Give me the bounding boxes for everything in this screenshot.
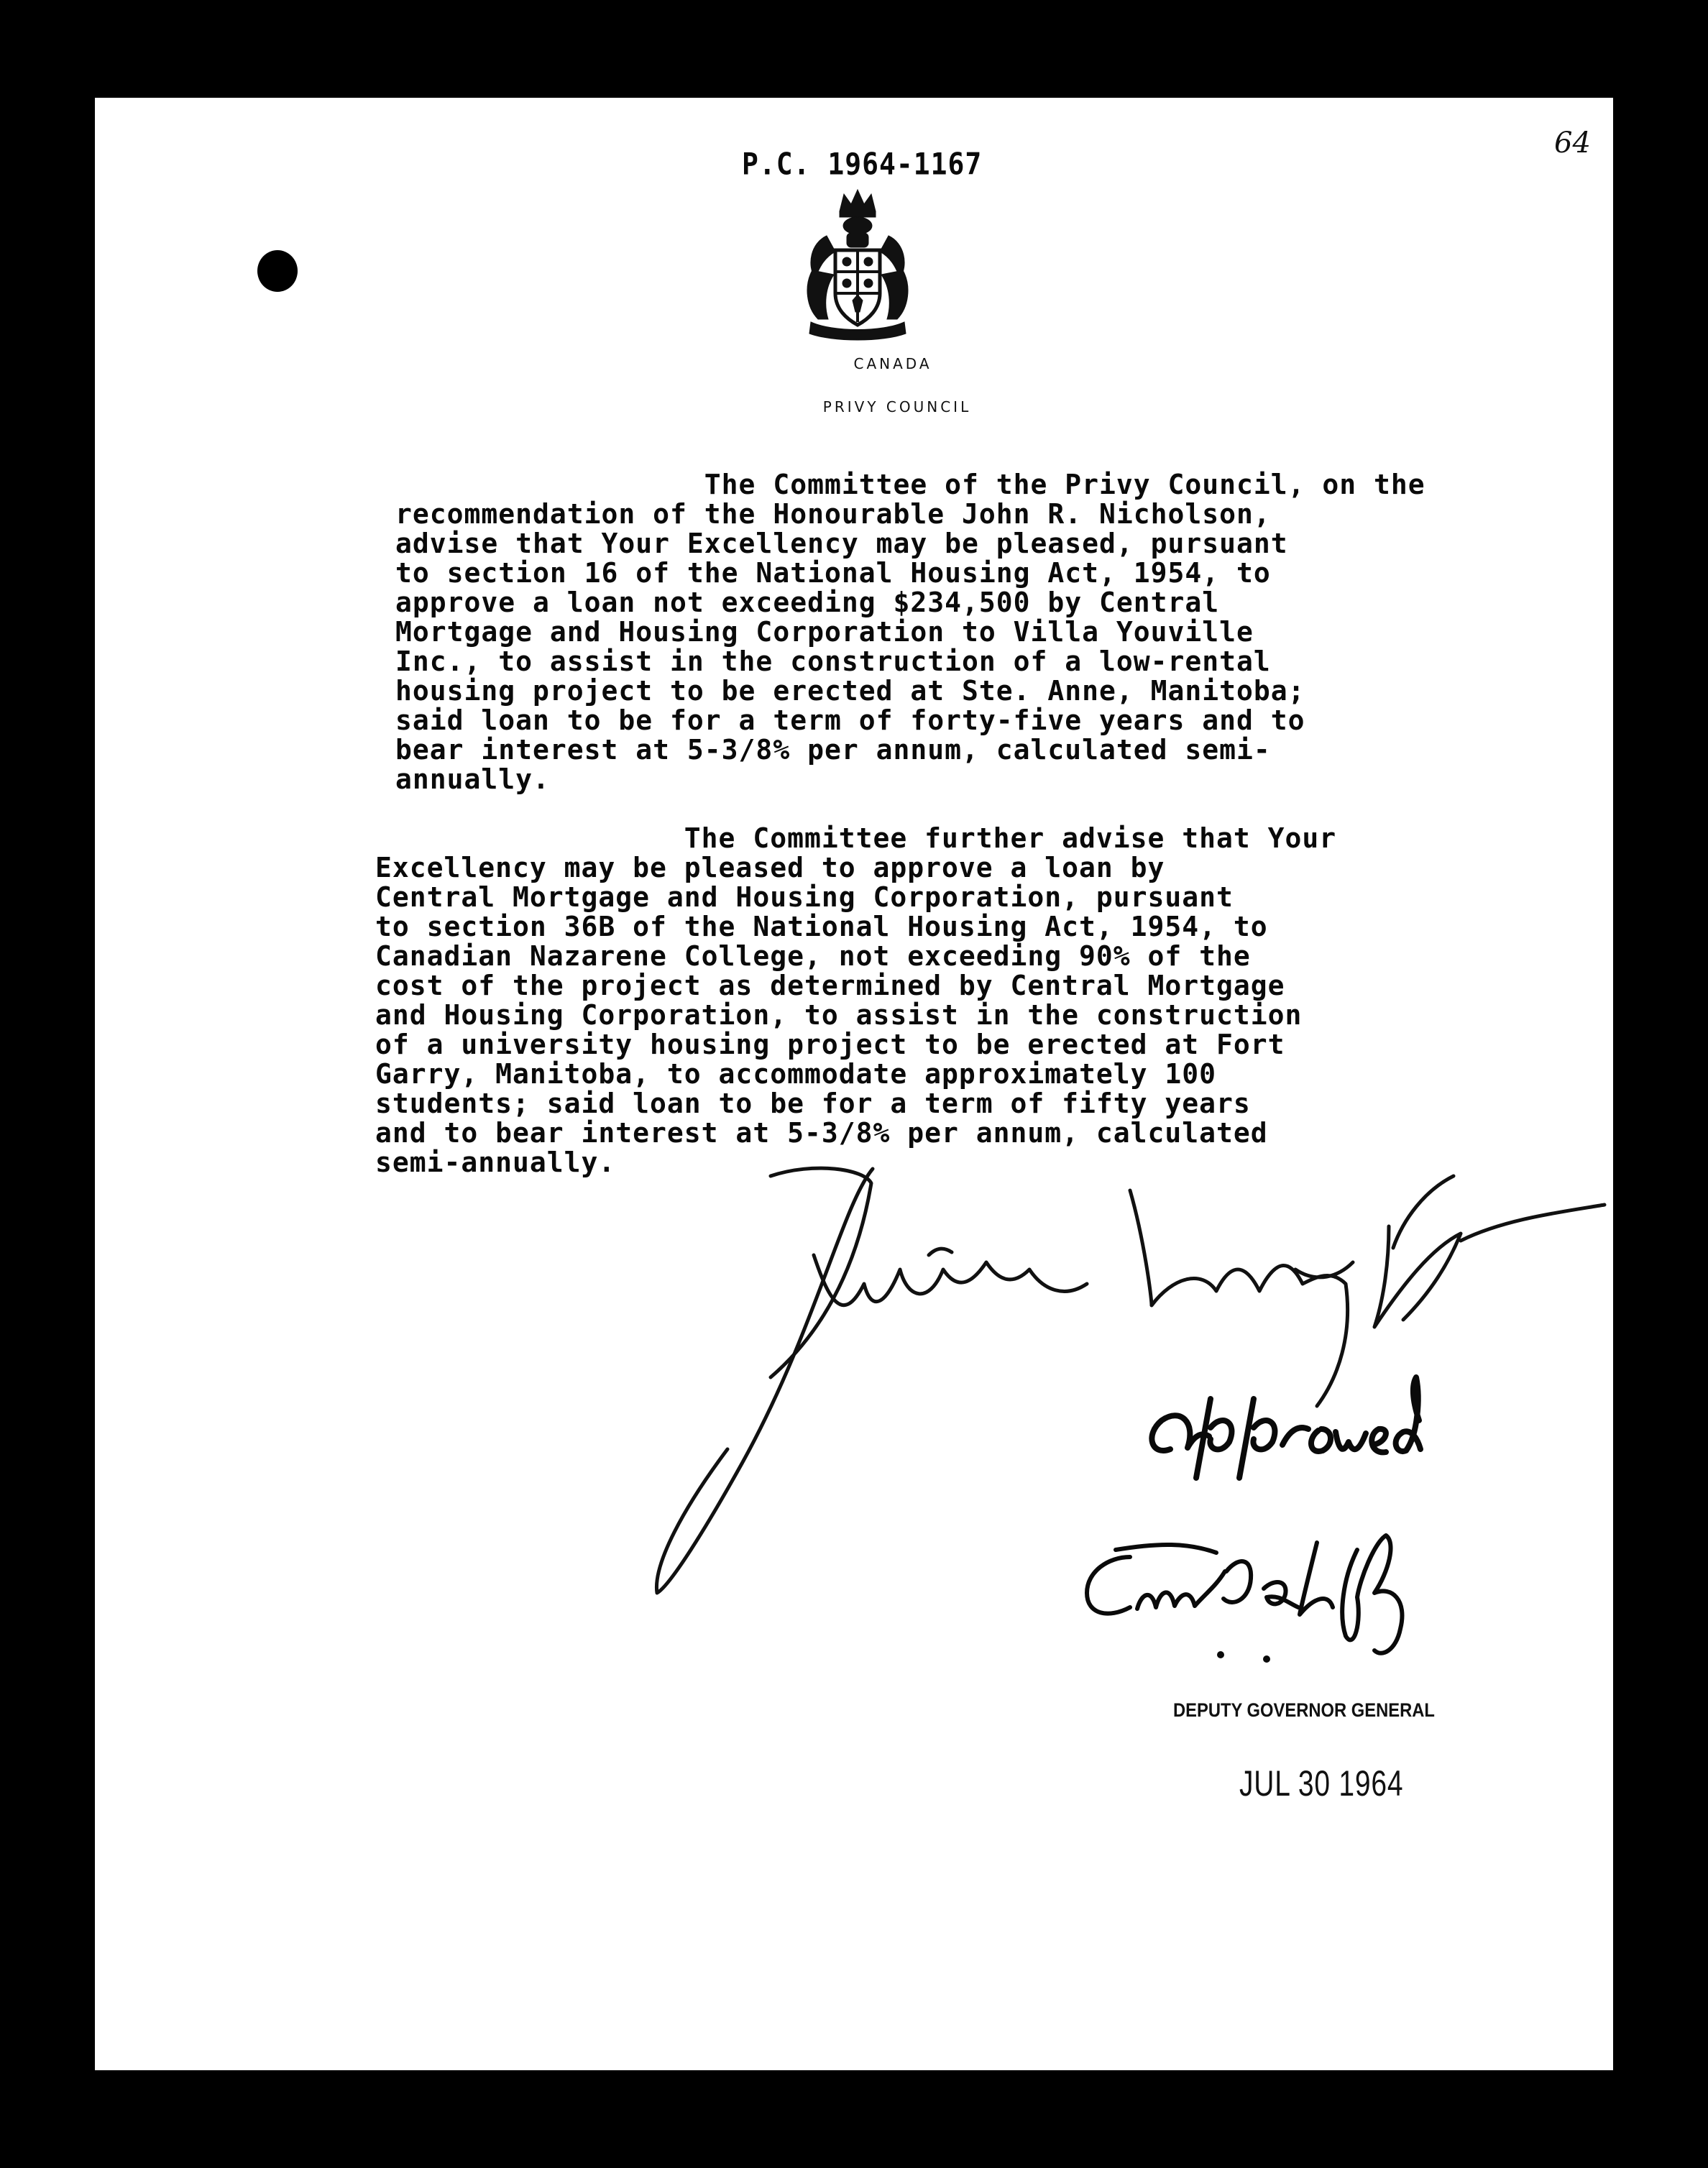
signatory-title: DEPUTY GOVERNOR GENERAL (1173, 1699, 1435, 1721)
page-number-mark: 64 (1554, 127, 1591, 160)
document-page (95, 98, 1613, 2070)
date-stamp: JUL 30 1964 (1239, 1763, 1404, 1804)
order-reference-number: P.C. 1964-1167 (742, 147, 983, 182)
paragraph-1: The Committee of the Privy Council, on the recommendation of the Honourable John R. Nicholson, advise that Your Excellency may be pleased, pursuant to section 16 of the National Housing Act, 1954, to approve a loan not exceeding $234,500 by Central Mortgage and Housing Corporation to Villa Youville Inc., to assist in the construction of a low-rental housing project to be erected at Ste. Anne, Manitoba; said loan to be for a term of forty-five years and to bear interest at 5-3/8% per annum, calculated semi- annually. (395, 469, 1425, 795)
handwritten-approval-note (1130, 1370, 1432, 1492)
country-label: CANADA (853, 355, 932, 372)
punch-hole (257, 250, 298, 292)
paragraph-2: The Committee further advise that Your Excellency may be pleased to approve a loan by Central Mortgage and Housing Corporation, pursuant to section 36B of the National Housing Act, 1954, to Canadian Nazarene College, not exceeding 90% of the cost of the project as determined by Central Mortgage and Housing Corporation, to assist in the construction of a university housing project to be erected at Fort Garry, Manitoba, to accommodate approximately 100 students; said loan to be for a term of fifty years and to bear interest at 5-3/8% per annum, calculated semi-annually. (375, 822, 1337, 1178)
handwritten-signature-deputy (1073, 1528, 1446, 1665)
coat-of-arms-icon (796, 185, 919, 344)
office-label: PRIVY COUNCIL (822, 398, 972, 415)
